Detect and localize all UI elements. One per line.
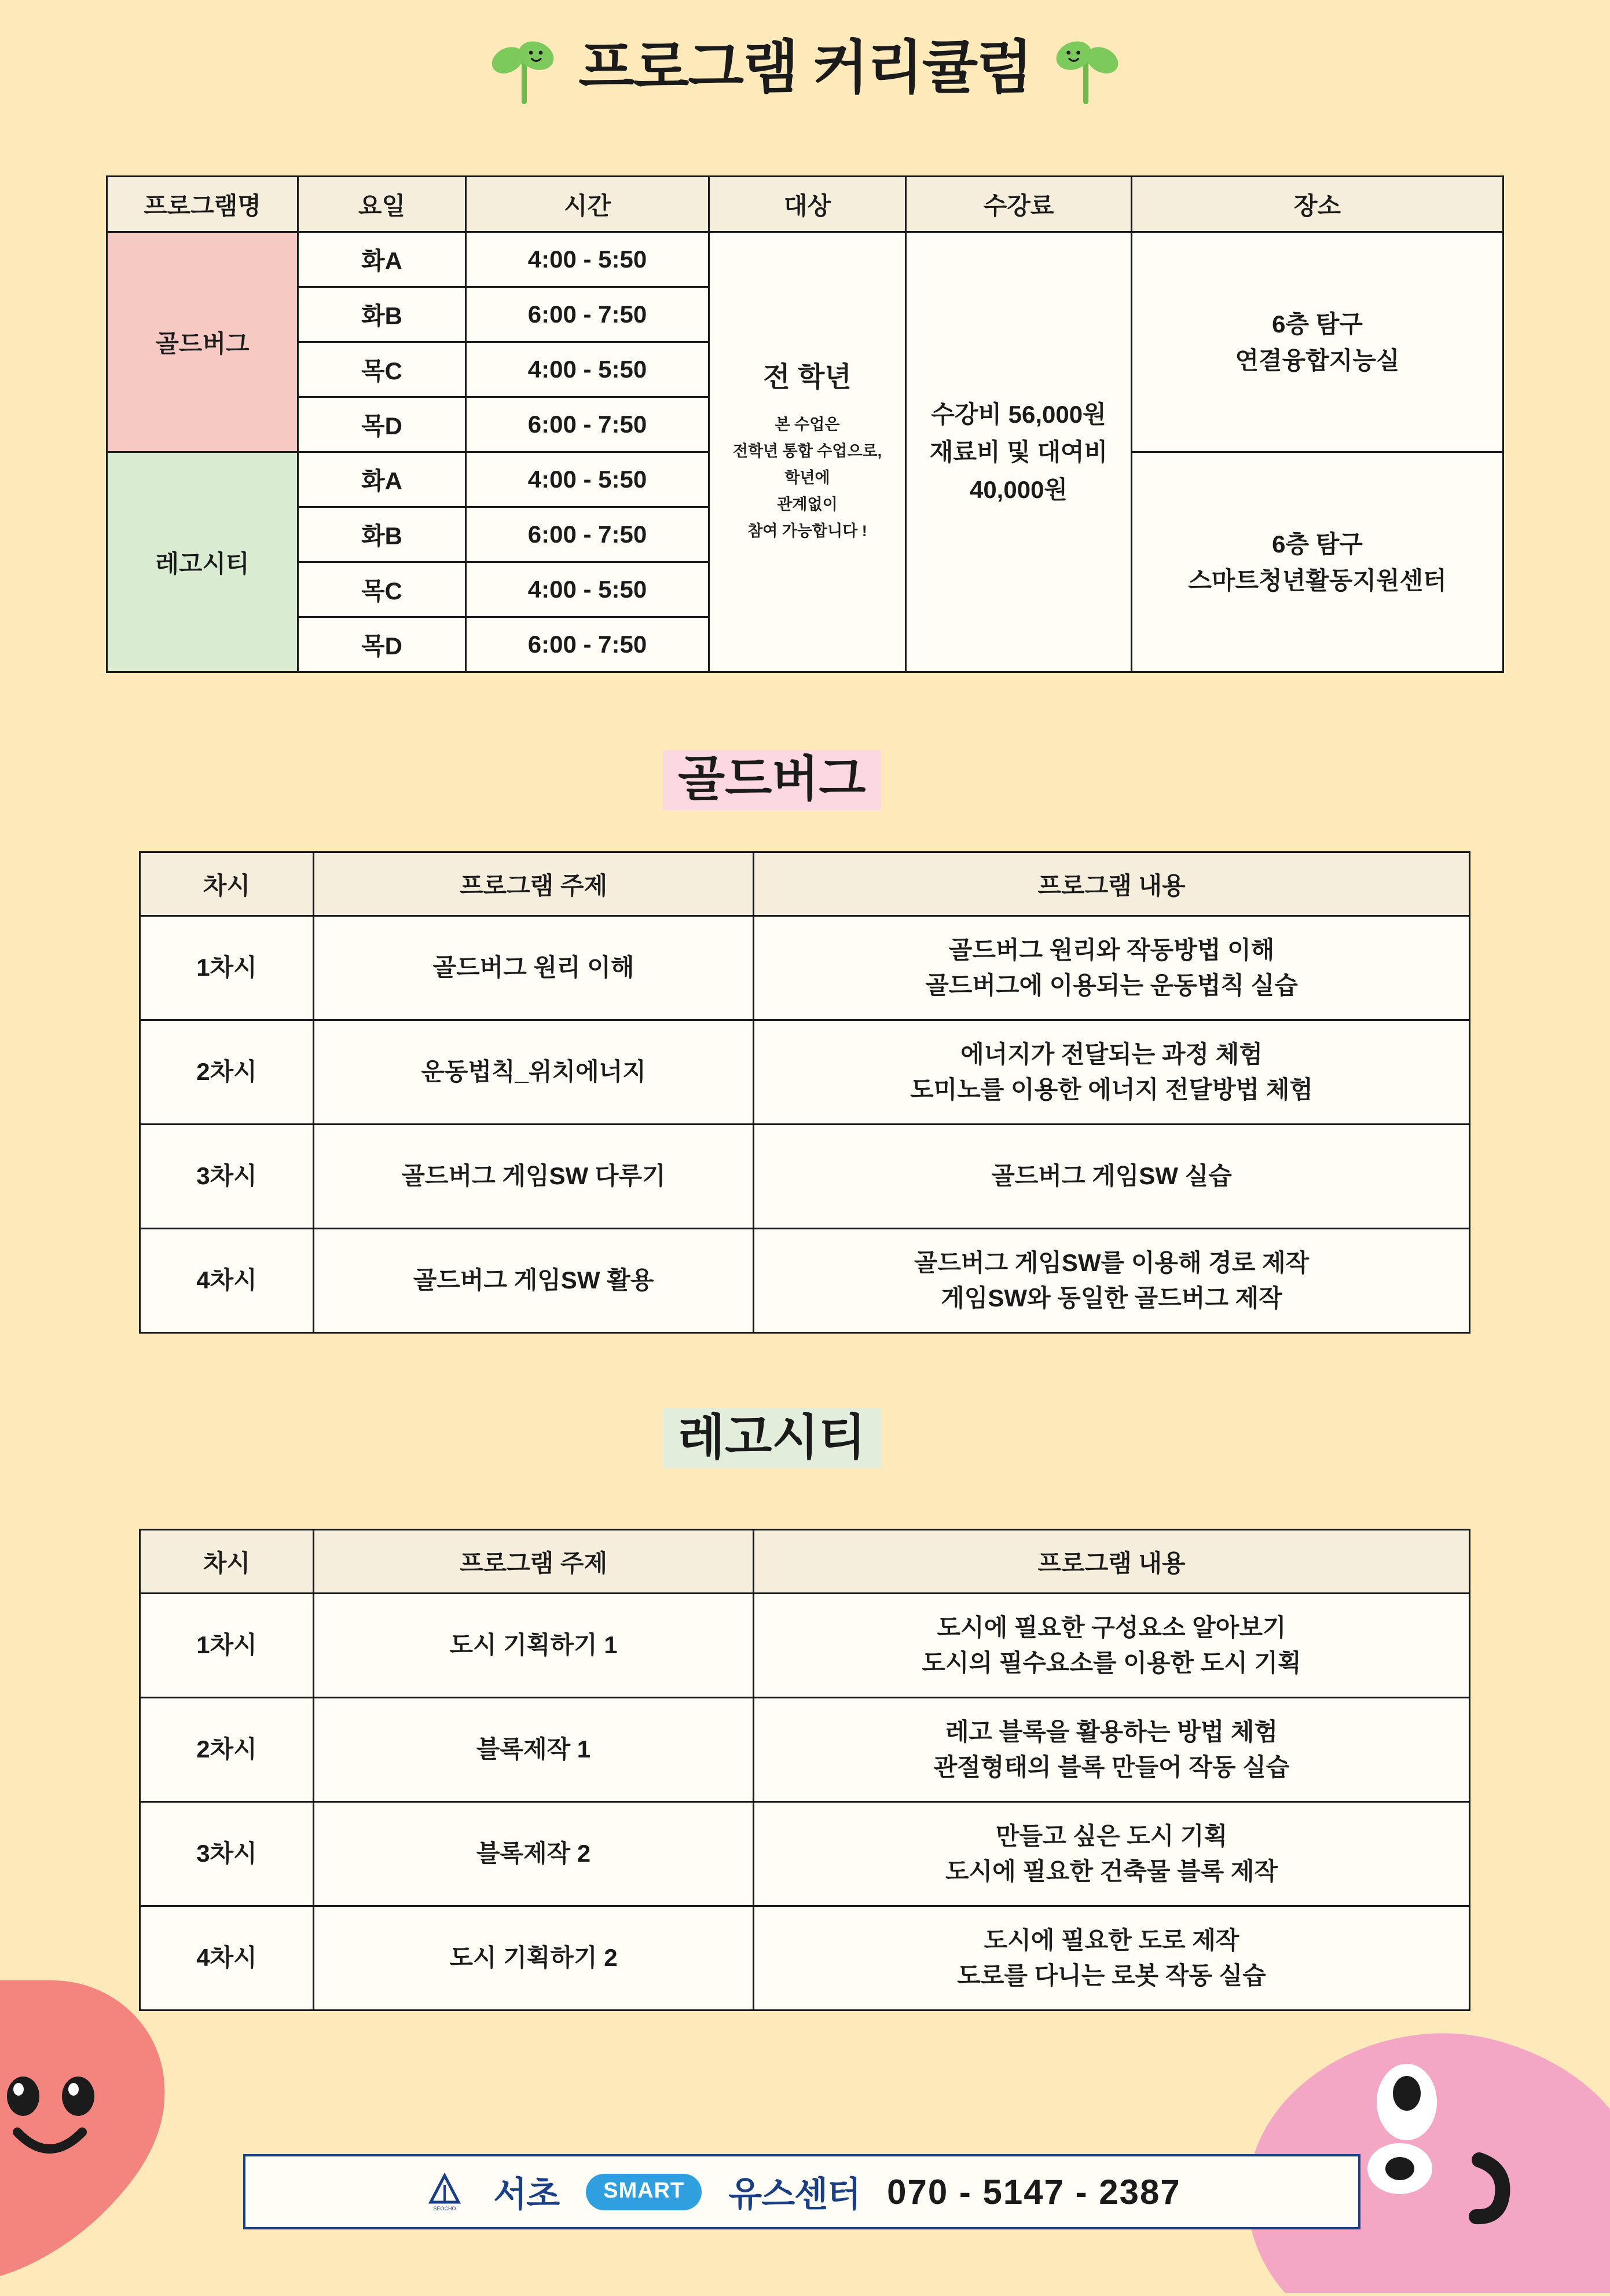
svg-text:SEOCHO: SEOCHO	[433, 2206, 456, 2211]
th-place: 장소	[1132, 177, 1503, 232]
day-cell: 목D	[298, 397, 466, 452]
th-content: 프로그램 내용	[754, 1530, 1470, 1594]
pink-character-decoration	[1216, 1969, 1610, 2293]
time-cell: 6:00 - 7:50	[466, 507, 709, 562]
target-main-text: 전 학년	[763, 362, 852, 393]
legocity-table-wrap	[139, 1529, 1470, 2011]
th-chasi: 차시	[140, 852, 314, 916]
footer-phone-number: 070 - 5147 - 2387	[887, 2172, 1181, 2211]
content-cell: 레고 블록을 활용하는 방법 체험 관절형태의 블록 만들어 작동 실습	[754, 1698, 1470, 1802]
goldberg-curriculum-table	[139, 851, 1470, 1334]
time-cell: 6:00 - 7:50	[466, 617, 709, 672]
legocity-curriculum-table	[139, 1529, 1470, 2011]
table-row	[107, 232, 1503, 287]
content-cell: 에너지가 전달되는 과정 체험 도미노를 이용한 에너지 전달방법 체험	[754, 1020, 1470, 1125]
fee-cell: 수강비 56,000원 재료비 및 대여비 40,000원	[906, 232, 1132, 672]
time-cell: 4:00 - 5:50	[466, 232, 709, 287]
content-cell: 도시에 필요한 도로 제작 도로를 다니는 로봇 작동 실습	[754, 1906, 1470, 2011]
footer-org-suffix: 유스센터	[728, 2175, 861, 2214]
curriculum-overview-table	[106, 175, 1504, 673]
chasi-cell: 2차시	[140, 1698, 314, 1802]
th-time: 시간	[466, 177, 709, 232]
theme-cell: 도시 기획하기 2	[314, 1906, 754, 2011]
table-row	[140, 1802, 1470, 1906]
th-content: 프로그램 내용	[754, 852, 1470, 916]
chasi-cell: 4차시	[140, 1229, 314, 1333]
table-row	[140, 1125, 1470, 1229]
chasi-cell: 3차시	[140, 1802, 314, 1906]
time-cell: 4:00 - 5:50	[466, 452, 709, 507]
day-cell: 화B	[298, 287, 466, 342]
time-cell: 6:00 - 7:50	[466, 287, 709, 342]
time-cell: 4:00 - 5:50	[466, 562, 709, 617]
sprout-left-icon	[488, 30, 563, 105]
day-cell: 목D	[298, 617, 466, 672]
table-header-row	[107, 177, 1503, 232]
chasi-cell: 1차시	[140, 1594, 314, 1698]
th-theme: 프로그램 주제	[314, 1530, 754, 1594]
day-cell: 목C	[298, 342, 466, 397]
th-fee: 수강료	[906, 177, 1132, 232]
day-cell: 목C	[298, 562, 466, 617]
section-heading-legocity: 레고시티	[663, 1408, 881, 1469]
content-cell: 골드버그 게임SW를 이용해 경로 제작 게임SW와 동일한 골드버그 제작	[754, 1229, 1470, 1333]
content-cell: 골드버그 원리와 작동방법 이해 골드버그에 이용되는 운동법칙 실습	[754, 916, 1470, 1020]
content-cell: 도시에 필요한 구성요소 알아보기 도시의 필수요소를 이용한 도시 기획	[754, 1594, 1470, 1698]
content-cell: 만들고 싶은 도시 기획 도시에 필요한 건축물 블록 제작	[754, 1802, 1470, 1906]
table-row	[140, 916, 1470, 1020]
red-character-decoration	[0, 1980, 232, 2282]
place-cell-goldberg: 6층 탐구 연결융합지능실	[1132, 232, 1503, 452]
day-cell: 화B	[298, 507, 466, 562]
program-name-goldberg: 골드버그	[107, 232, 298, 452]
table-row	[140, 1594, 1470, 1698]
theme-cell: 도시 기획하기 1	[314, 1594, 754, 1698]
footer-org-prefix: 서초	[493, 2175, 560, 2214]
table-header-row	[140, 1530, 1470, 1594]
theme-cell: 골드버그 원리 이해	[314, 916, 754, 1020]
footer-contact-bar	[243, 2154, 1360, 2229]
page-title-bar	[0, 0, 1610, 105]
sprout-right-icon	[1047, 30, 1122, 105]
theme-cell: 블록제작 2	[314, 1802, 754, 1906]
target-cell	[709, 232, 906, 672]
table-header-row	[140, 852, 1470, 916]
target-sub-text: 본 수업은 전학년 통합 수업으로, 학년에 관계없이 참여 가능합니다 !	[732, 416, 882, 540]
table-row	[140, 1229, 1470, 1333]
day-cell: 화A	[298, 452, 466, 507]
time-cell: 6:00 - 7:50	[466, 397, 709, 452]
theme-cell: 골드버그 게임SW 활용	[314, 1229, 754, 1333]
theme-cell: 골드버그 게임SW 다루기	[314, 1125, 754, 1229]
time-cell: 4:00 - 5:50	[466, 342, 709, 397]
th-theme: 프로그램 주제	[314, 852, 754, 916]
theme-cell: 운동법칙_위치에너지	[314, 1020, 754, 1125]
day-cell: 화A	[298, 232, 466, 287]
chasi-cell: 2차시	[140, 1020, 314, 1125]
chasi-cell: 1차시	[140, 916, 314, 1020]
content-cell: 골드버그 게임SW 실습	[754, 1125, 1470, 1229]
place-cell-legocity: 6층 탐구 스마트청년활동지원센터	[1132, 452, 1503, 672]
th-chasi: 차시	[140, 1530, 314, 1594]
footer-smart-badge: SMART	[586, 2174, 702, 2210]
seocho-logo-icon	[423, 2170, 467, 2214]
section-heading-goldberg: 골드버그	[663, 750, 881, 810]
program-name-legocity: 레고시티	[107, 452, 298, 672]
chasi-cell: 3차시	[140, 1125, 314, 1229]
page-title: 프로그램 커리큘럼	[578, 35, 1032, 100]
th-day: 요일	[298, 177, 466, 232]
table-row	[140, 1020, 1470, 1125]
th-target: 대상	[709, 177, 906, 232]
goldberg-table-wrap	[139, 851, 1470, 1334]
chasi-cell: 4차시	[140, 1906, 314, 2011]
th-program-name: 프로그램명	[107, 177, 298, 232]
theme-cell: 블록제작 1	[314, 1698, 754, 1802]
curriculum-overview-table-wrap	[106, 175, 1504, 673]
table-row	[140, 1698, 1470, 1802]
